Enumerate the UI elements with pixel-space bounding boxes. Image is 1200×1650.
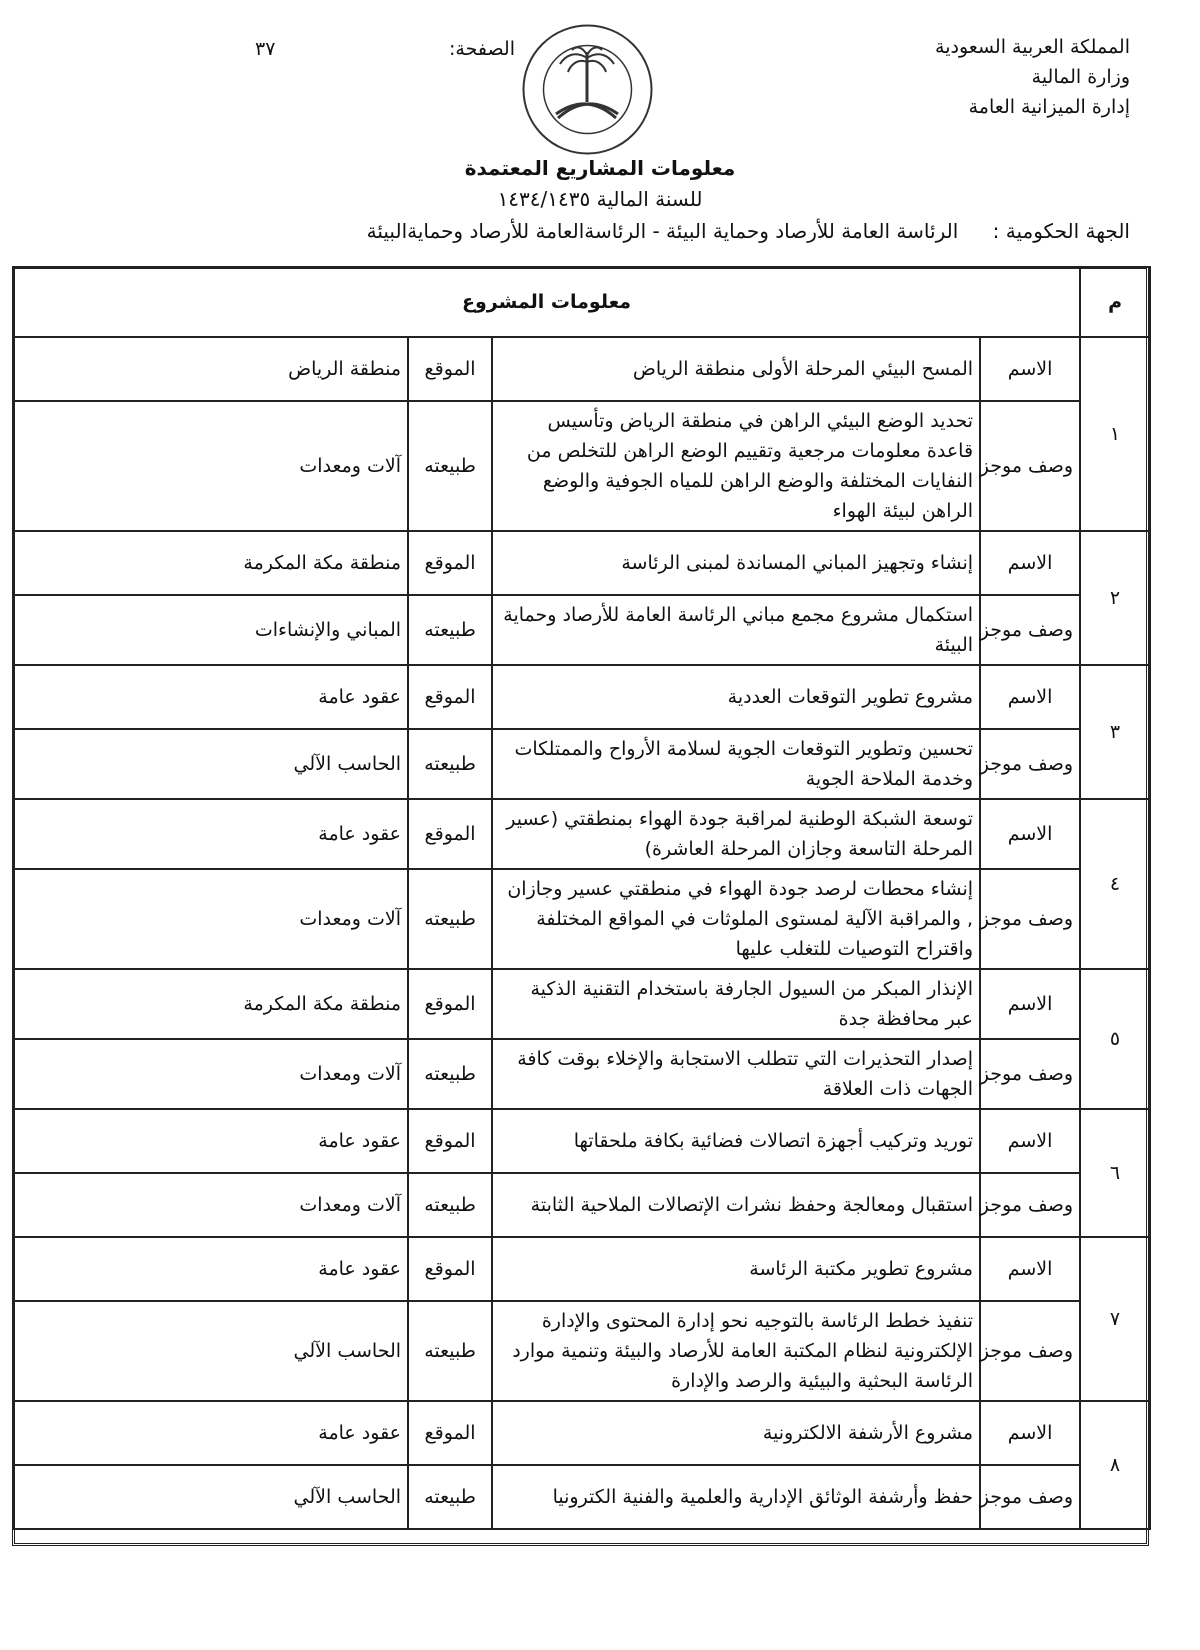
page-number: ٣٧	[255, 38, 276, 60]
project-nature: آلات ومعدات	[13, 1173, 408, 1237]
project-location: عقود عامة	[13, 1237, 408, 1301]
project-number: ٣	[1080, 665, 1150, 799]
title-line-2: للسنة المالية ١٤٣٤/١٤٣٥	[497, 187, 703, 211]
ministry-name: وزارة المالية	[1031, 66, 1130, 88]
title-line-1: معلومات المشاريع المعتمدة	[464, 156, 736, 180]
project-nature: الحاسب الآلي	[13, 1465, 408, 1529]
project-number: ١	[1080, 337, 1150, 531]
project-number: ٨	[1080, 1401, 1150, 1529]
project-name-row	[13, 1401, 1150, 1465]
ministry-seal-logo	[520, 22, 655, 157]
desc-label: وصف موجز	[980, 401, 1080, 531]
project-desc-row	[13, 729, 1150, 799]
project-desc: تحسين وتطوير التوقعات الجوية لسلامة الأرواح والممتلكات وخدمة الملاحة الجوية	[492, 729, 980, 799]
project-desc-row	[13, 1465, 1150, 1529]
project-name: توسعة الشبكة الوطنية لمراقبة جودة الهواء بمنطقتي (عسير المرحلة التاسعة وجازان المرحلة العاشرة)	[492, 799, 980, 869]
project-nature: المباني والإنشاءات	[13, 595, 408, 665]
project-name-row	[13, 531, 1150, 595]
project-location: عقود عامة	[13, 665, 408, 729]
name-label: الاسم	[980, 337, 1080, 401]
project-desc: إصدار التحذيرات التي تتطلب الاستجابة والإخلاء بوقت كافة الجهات ذات العلاقة	[492, 1039, 980, 1109]
project-desc: استكمال مشروع مجمع مباني الرئاسة العامة للأرصاد وحماية البيئة	[492, 595, 980, 665]
project-nature: الحاسب الآلي	[13, 1301, 408, 1401]
project-name-row	[13, 1109, 1150, 1173]
name-label: الاسم	[980, 1401, 1080, 1465]
kingdom-name: المملكة العربية السعودية	[935, 36, 1130, 58]
project-desc-row	[13, 869, 1150, 969]
projects-table	[12, 266, 1151, 1530]
project-nature: آلات ومعدات	[13, 869, 408, 969]
project-number: ٥	[1080, 969, 1150, 1109]
nature-label: طبيعته	[408, 595, 492, 665]
nature-label: طبيعته	[408, 729, 492, 799]
issuer-block	[935, 32, 1130, 122]
name-label: الاسم	[980, 969, 1080, 1039]
department-name: إدارة الميزانية العامة	[968, 96, 1130, 118]
desc-label: وصف موجز	[980, 1465, 1080, 1529]
document-title	[0, 153, 1200, 215]
nature-label: طبيعته	[408, 401, 492, 531]
location-label: الموقع	[408, 1109, 492, 1173]
gov-entity-label: الجهة الحكومية :	[992, 219, 1130, 243]
project-name-row	[13, 337, 1150, 401]
nature-label: طبيعته	[408, 869, 492, 969]
header-project-info: معلومات المشروع	[13, 267, 1080, 337]
nature-label: طبيعته	[408, 1039, 492, 1109]
project-desc: إنشاء محطات لرصد جودة الهواء في منطقتي عسير وجازان , والمراقبة الآلية لمستوى الملوثات في المواقع المختلفة واقتراح التوصيات للتغلب عليها	[492, 869, 980, 969]
project-nature: آلات ومعدات	[13, 401, 408, 531]
project-name: الإنذار المبكر من السيول الجارفة باستخدام التقنية الذكية عبر محافظة جدة	[492, 969, 980, 1039]
project-number: ٦	[1080, 1109, 1150, 1237]
project-name: مشروع الأرشفة الالكترونية	[492, 1401, 980, 1465]
project-desc: تحديد الوضع البيئي الراهن في منطقة الرياض وتأسيس قاعدة معلومات مرجعية وتقييم الوضع الراهن للتخلص من النفايات المختلفة والوضع الراهن للمياه الجوفية والوضع الراهن لبيئة الهواء	[492, 401, 980, 531]
page-number-row	[255, 34, 515, 64]
gov-entity-line	[367, 219, 1130, 243]
project-name: مشروع تطوير مكتبة الرئاسة	[492, 1237, 980, 1301]
project-nature: آلات ومعدات	[13, 1039, 408, 1109]
project-location: منطقة الرياض	[13, 337, 408, 401]
project-desc: تنفيذ خطط الرئاسة بالتوجيه نحو إدارة المحتوى والإدارة الإلكترونية لنظام المكتبة العامة للأرصاد والبيئة وتنمية موارد الرئاسة البحثية والبيئية والرصد والإدارة	[492, 1301, 980, 1401]
location-label: الموقع	[408, 531, 492, 595]
project-location: منطقة مكة المكرمة	[13, 969, 408, 1039]
project-name-row	[13, 799, 1150, 869]
project-nature: الحاسب الآلي	[13, 729, 408, 799]
project-number: ٢	[1080, 531, 1150, 665]
name-label: الاسم	[980, 1109, 1080, 1173]
project-name-row	[13, 1237, 1150, 1301]
project-location: عقود عامة	[13, 799, 408, 869]
project-location: منطقة مكة المكرمة	[13, 531, 408, 595]
location-label: الموقع	[408, 665, 492, 729]
name-label: الاسم	[980, 531, 1080, 595]
desc-label: وصف موجز	[980, 869, 1080, 969]
project-name: إنشاء وتجهيز المباني المساندة لمبنى الرئاسة	[492, 531, 980, 595]
project-name-row	[13, 969, 1150, 1039]
page-label: الصفحة:	[448, 38, 515, 60]
project-number: ٧	[1080, 1237, 1150, 1401]
project-location: عقود عامة	[13, 1401, 408, 1465]
project-name: مشروع تطوير التوقعات العددية	[492, 665, 980, 729]
name-label: الاسم	[980, 665, 1080, 729]
gov-entity-value: الرئاسة العامة للأرصاد وحماية البيئة - الرئاسةالعامة للأرصاد وحمايةالبيئة	[366, 219, 959, 243]
project-desc: حفظ وأرشفة الوثائق الإدارية والعلمية والفنية الكترونيا	[492, 1465, 980, 1529]
nature-label: طبيعته	[408, 1173, 492, 1237]
location-label: الموقع	[408, 969, 492, 1039]
project-name-row	[13, 665, 1150, 729]
location-label: الموقع	[408, 1237, 492, 1301]
table-header-row	[13, 267, 1150, 337]
project-desc-row	[13, 1039, 1150, 1109]
project-desc-row	[13, 401, 1150, 531]
project-desc-row	[13, 1173, 1150, 1237]
nature-label: طبيعته	[408, 1465, 492, 1529]
desc-label: وصف موجز	[980, 1039, 1080, 1109]
name-label: الاسم	[980, 799, 1080, 869]
desc-label: وصف موجز	[980, 595, 1080, 665]
location-label: الموقع	[408, 799, 492, 869]
desc-label: وصف موجز	[980, 729, 1080, 799]
desc-label: وصف موجز	[980, 1301, 1080, 1401]
project-desc-row	[13, 1301, 1150, 1401]
nature-label: طبيعته	[408, 1301, 492, 1401]
header-number: م	[1080, 267, 1150, 337]
name-label: الاسم	[980, 1237, 1080, 1301]
project-desc-row	[13, 595, 1150, 665]
project-location: عقود عامة	[13, 1109, 408, 1173]
project-name: توريد وتركيب أجهزة اتصالات فضائية بكافة ملحقاتها	[492, 1109, 980, 1173]
location-label: الموقع	[408, 1401, 492, 1465]
project-desc: استقبال ومعالجة وحفظ نشرات الإتصالات الملاحية الثابتة	[492, 1173, 980, 1237]
project-number: ٤	[1080, 799, 1150, 969]
project-name: المسح البيئي المرحلة الأولى منطقة الرياض	[492, 337, 980, 401]
location-label: الموقع	[408, 337, 492, 401]
desc-label: وصف موجز	[980, 1173, 1080, 1237]
